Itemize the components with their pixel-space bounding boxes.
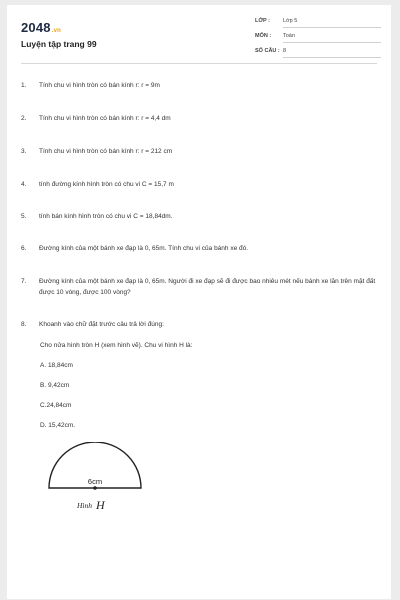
- brand-suffix: .vn: [51, 28, 62, 34]
- question-number: 1.: [21, 82, 27, 89]
- question-number: 5.: [21, 213, 27, 220]
- q8-option-c: C.24,84cm: [40, 402, 72, 409]
- meta-subject-value: Toán: [283, 33, 381, 43]
- diameter-label: 6cm: [87, 477, 103, 486]
- q8-prompt: Cho nửa hình tròn H (xem hình vẽ). Chu vi hình H là:: [40, 342, 193, 349]
- question-number: 3.: [21, 148, 27, 155]
- meta-subject: [255, 32, 381, 43]
- semicircle-figure: [45, 442, 175, 517]
- question-number: 7.: [21, 278, 27, 285]
- meta-subject-label: MÔN :: [255, 33, 272, 39]
- question-text: Đường kính của một bánh xe đạp là 0, 65m. Người đi xe đạp sẽ đi được bao nhiêu mét nếu bánh xe lăn trên mặt đất được 10 vòng, được 100 vòng?: [39, 278, 376, 296]
- figure-letter: H: [96, 498, 105, 512]
- question-text: Tính chu vi hình tròn có bán kính r: r = 9m: [39, 82, 160, 89]
- q8-option-b: B. 9,42cm: [40, 382, 70, 389]
- question-text: Tính chu vi hình tròn có bán kính r: r = 4,4 dm: [39, 115, 171, 122]
- q8-option-a: A. 18,84cm: [40, 362, 73, 369]
- meta-class-value: Lớp 5: [283, 18, 381, 28]
- brand-logo: [21, 20, 61, 35]
- q8-option-d: D. 15,42cm.: [40, 422, 76, 429]
- question-number: 8.: [21, 321, 27, 328]
- question-text: Tính chu vi hình tròn có bán kính r: r = 212 cm: [39, 148, 173, 155]
- question-text: Đường kính của một bánh xe đạp là 0, 65m. Tính chu vi của bánh xe đó.: [39, 245, 249, 252]
- figure-caption: Hình: [77, 501, 92, 510]
- question-text: tính bán kính hình tròn có chu vi C = 18,84dm.: [39, 213, 173, 220]
- brand-number: 2048: [21, 20, 51, 35]
- meta-class: [255, 17, 381, 28]
- question-number: 4.: [21, 181, 27, 188]
- question-text: Khoanh vào chữ đặt trước câu trả lời đúng:: [39, 321, 164, 328]
- question-number: 6.: [21, 245, 27, 252]
- header-divider: [21, 63, 377, 64]
- meta-count: [255, 47, 381, 58]
- question-text: tính đường kính hình tròn có chu vi C = 15,7 m: [39, 181, 174, 188]
- meta-count-label: SỐ CÂU :: [255, 48, 280, 54]
- semicircle-center: [93, 486, 97, 490]
- page-title: Luyện tập trang 99: [21, 39, 97, 49]
- question-number: 2.: [21, 115, 27, 122]
- worksheet-page: [7, 5, 391, 599]
- meta-count-value: 8: [283, 48, 381, 58]
- meta-class-label: LỚP :: [255, 18, 270, 24]
